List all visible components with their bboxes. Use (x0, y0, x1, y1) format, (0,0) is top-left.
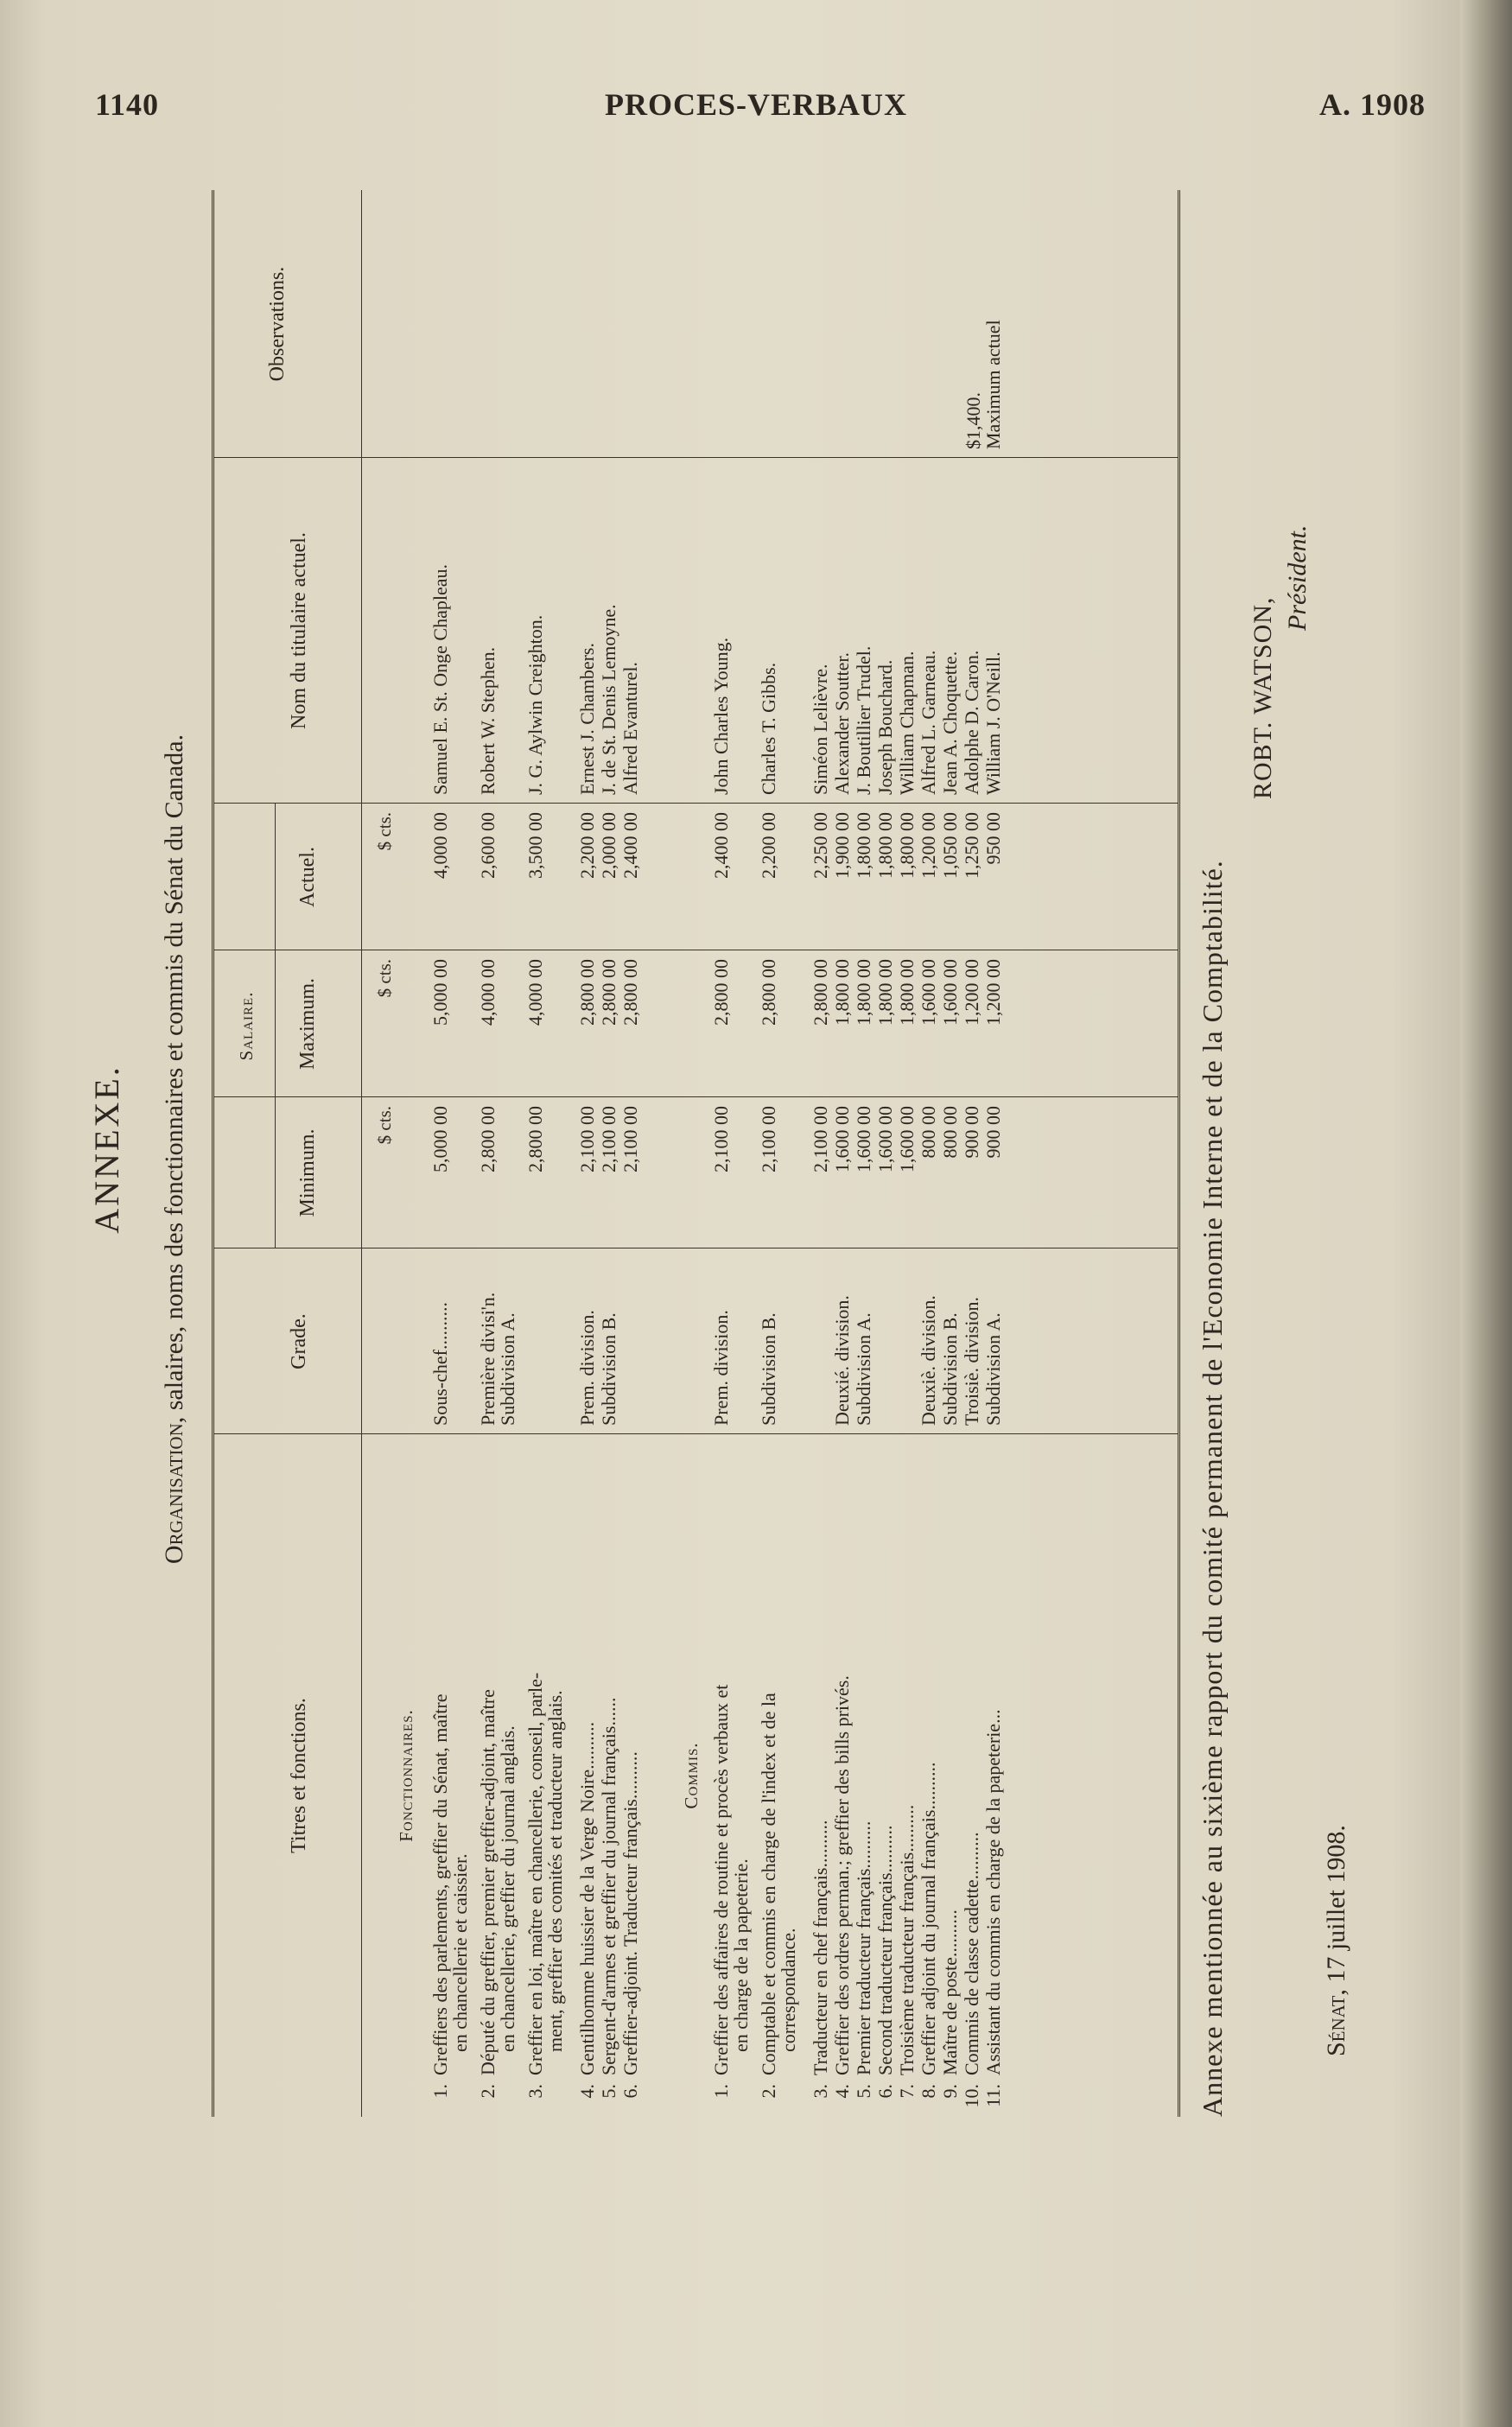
row-number: 4. (831, 2084, 853, 2099)
row-number: 3. (524, 2084, 546, 2099)
row-actuel: 3,500 00 (524, 812, 546, 879)
row-nom: Alfred L. Garneau. (918, 650, 939, 795)
row-title-cont: en chancellerie, greffier du journal anglais. (497, 1725, 518, 2052)
row-min: 1,600 00 (896, 1106, 918, 1172)
row-max: 4,000 00 (477, 959, 499, 1026)
row-title: Premier traducteur français.......... (853, 1820, 874, 2075)
col-grade-heading: Grade. (288, 1313, 310, 1369)
row-min: 2,800 00 (477, 1106, 499, 1172)
row-min: 900 00 (961, 1106, 982, 1159)
row-number: 10. (961, 2084, 982, 2108)
row-actuel: 1,800 00 (853, 812, 874, 879)
row-min: 2,100 00 (810, 1106, 831, 1172)
table-row (525, 190, 567, 2117)
row-actuel: 2,400 00 (619, 812, 641, 879)
row-nom: Ernest J. Chambers. (576, 643, 598, 795)
row-nom: Adolphe D. Caron. (961, 650, 982, 795)
row-min: 2,100 00 (598, 1106, 619, 1172)
row-max: 5,000 00 (429, 959, 451, 1026)
row-nom: Robert W. Stephen. (477, 646, 499, 795)
header-rule (361, 190, 362, 2117)
annex-note: Annexe mentionnée au sixième rapport du comité permanent de l'Economie Interne et de la Comptabilité. (1197, 860, 1228, 2117)
row-nom: Jean A. Choquette. (939, 651, 961, 795)
dateline-place: Sénat, (1322, 1989, 1350, 2056)
row-max: 2,800 00 (710, 959, 732, 1026)
section-commis: Commis. (681, 1742, 702, 1809)
row-grade: Subdivision B. (598, 1312, 619, 1426)
row-min: 800 00 (918, 1106, 939, 1159)
row-actuel: 1,250 00 (961, 812, 982, 879)
row-title-cont: en charge de la papeterie. (730, 1858, 752, 2052)
row-nom: William Chapman. (896, 651, 918, 795)
col-min-heading: Minimum. (296, 1128, 319, 1217)
dateline-date: 17 juillet 1908. (1322, 1825, 1350, 1983)
row-number: 1. (429, 2084, 451, 2099)
row-number: 9. (939, 2084, 961, 2099)
row-max: 1,200 00 (961, 959, 982, 1026)
row-grade: Deuxié. division. (831, 1295, 853, 1426)
row-min: 900 00 (982, 1106, 1004, 1159)
row-title: Commis de classe cadette.......... (961, 1832, 982, 2075)
header-rule (275, 804, 276, 1248)
caption-rest: , salaires, noms des fonctionnaires et commis du Sénat du Canada. (160, 734, 188, 1424)
row-title: Greffier en loi, maître en chancellerie, conseil, parle- (524, 1672, 546, 2075)
row-grade: Subdivision B. (758, 1312, 779, 1426)
row-number: 6. (619, 2084, 641, 2099)
row-actuel: 2,200 00 (576, 812, 598, 879)
row-title: Troisième traducteur français.......... (896, 1804, 918, 2075)
signature-name: ROBT. WATSON, (1248, 596, 1277, 799)
row-nom: Alexander Soutter. (831, 652, 853, 795)
row-actuel: 2,200 00 (758, 812, 779, 879)
row-observation-cont: $1,400. (962, 392, 984, 449)
row-max: 1,800 00 (874, 959, 896, 1026)
row-min: 1,600 00 (874, 1106, 896, 1172)
row-min: 2,800 00 (524, 1106, 546, 1172)
units-min: $ cts. (374, 1106, 395, 1145)
table-caption (160, 181, 189, 2117)
row-min: 2,100 00 (710, 1106, 732, 1172)
row-title: Greffier des ordres perman.; greffier des bills privés. (831, 1675, 853, 2075)
section-fonctionnaires: Fonctionnaires. (396, 1709, 416, 1842)
col-max-heading: Maximum. (296, 978, 319, 1070)
page-header-title: PROCES-VERBAUX (604, 87, 908, 122)
book-spine (1460, 0, 1512, 2427)
row-min: 2,100 00 (619, 1106, 641, 1172)
row-actuel: 2,000 00 (598, 812, 619, 879)
units-max: $ cts. (374, 959, 395, 998)
row-max: 2,800 00 (576, 959, 598, 1026)
row-title: Greffier des affaires de routine et procès verbaux et (710, 1684, 732, 2075)
col-actuel-heading: Actuel. (296, 847, 319, 907)
row-actuel: 2,600 00 (477, 812, 499, 879)
row-number: 3. (810, 2084, 831, 2099)
col-rule (214, 457, 1178, 458)
row-title-cont: en chancellerie et caissier. (449, 1853, 471, 2052)
row-min: 2,100 00 (576, 1106, 598, 1172)
row-title-cont: correspondance. (778, 1928, 799, 2052)
row-grade: Deuxiè. division. (918, 1295, 939, 1426)
row-grade: Subdivision A. (853, 1312, 874, 1426)
row-number: 5. (598, 2084, 619, 2099)
col-rule (214, 1096, 1178, 1097)
row-number: 2. (758, 2084, 779, 2099)
table-row (478, 190, 519, 2117)
row-number: 7. (896, 2084, 918, 2099)
row-grade: Prem. division. (710, 1310, 732, 1426)
row-min: 1,600 00 (853, 1106, 874, 1172)
row-actuel: 2,400 00 (710, 812, 732, 879)
signature-role: Président. (1283, 524, 1312, 631)
row-actuel: 1,800 00 (896, 812, 918, 879)
row-title: Député du greffier, premier greffier-adjoint, maître (477, 1689, 499, 2075)
rotated-annex (87, 181, 1391, 2117)
row-title: Maître de poste.......... (939, 1909, 961, 2075)
row-min: 5,000 00 (429, 1106, 451, 1172)
units-actuel: $ cts. (374, 812, 395, 851)
page-header-year: A. 1908 (1319, 87, 1426, 122)
row-title: Greffiers des parlements, greffier du Sénat, maître (429, 1693, 451, 2075)
row-max: 1,600 00 (918, 959, 939, 1026)
row-title: Assistant du commis en charge de la papeterie... (982, 1709, 1004, 2075)
salary-table (212, 190, 1180, 2117)
row-grade: Prem. division. (576, 1310, 598, 1426)
row-number: 6. (874, 2084, 896, 2099)
row-title: Traducteur en chef français.......... (810, 1820, 831, 2075)
row-grade-sub: Subdivision A. (497, 1312, 518, 1426)
row-max: 1,200 00 (982, 959, 1004, 1026)
annexe-title: ANNEXE. (87, 1064, 126, 1234)
col-titles-heading: Titres et fonctions. (288, 1698, 310, 1853)
row-number: 4. (576, 2084, 598, 2099)
col-rule (214, 803, 1178, 804)
row-number: 8. (918, 2084, 939, 2099)
col-salaire-heading: Salaire. (236, 991, 257, 1061)
caption-lead: Organisation (160, 1423, 188, 1565)
row-actuel: 1,200 00 (918, 812, 939, 879)
row-title-cont: ment, greffier des comités et traducteur anglais. (544, 1690, 566, 2052)
row-nom: Alfred Evanturel. (619, 662, 641, 795)
row-max: 2,800 00 (758, 959, 779, 1026)
row-max: 1,800 00 (896, 959, 918, 1026)
row-actuel: 1,050 00 (939, 812, 961, 879)
row-nom: J. G. Aylwin Creighton. (524, 614, 546, 795)
row-actuel: 950 00 (982, 812, 1004, 865)
row-max: 2,800 00 (810, 959, 831, 1026)
row-title: Sergent-d'armes et greffier du journal français...... (598, 1697, 619, 2075)
row-min: 2,100 00 (758, 1106, 779, 1172)
page-number: 1140 (95, 87, 160, 122)
table-row (711, 190, 753, 2117)
row-observation: Maximum actuel (982, 320, 1004, 449)
row-max: 4,000 00 (524, 959, 546, 1026)
dateline (1322, 1825, 1351, 2056)
row-number: 11. (982, 2084, 1004, 2107)
row-grade: Subdivision B. (939, 1312, 961, 1426)
row-title: Greffier-adjoint. Traducteur français.......... (619, 1751, 641, 2075)
row-nom: Charles T. Gibbs. (758, 662, 779, 795)
row-nom: Joseph Bouchard. (874, 659, 896, 795)
row-max: 2,800 00 (598, 959, 619, 1026)
row-max: 1,800 00 (853, 959, 874, 1026)
row-max: 1,600 00 (939, 959, 961, 1026)
row-nom: William J. O'Neill. (982, 651, 1004, 795)
row-number: 1. (710, 2084, 732, 2099)
row-grade: Première divisi'n. (477, 1292, 499, 1426)
table-row (759, 190, 800, 2117)
row-nom: J. de St. Denis Lemoyne. (598, 604, 619, 795)
row-min: 800 00 (939, 1106, 961, 1159)
row-actuel: 1,900 00 (831, 812, 853, 879)
col-nom-heading: Nom du titulaire actuel. (288, 532, 310, 729)
row-nom: Samuel E. St. Onge Chapleau. (429, 563, 451, 795)
row-grade: Troisiè. division. (961, 1297, 982, 1426)
row-title: Gentilhomme huissier de la Verge Noire.......... (576, 1721, 598, 2075)
row-max: 2,800 00 (619, 959, 641, 1026)
row-actuel: 1,800 00 (874, 812, 896, 879)
row-title: Greffier adjoint du journal français.......... (918, 1762, 939, 2075)
row-nom: John Charles Young. (710, 637, 732, 795)
table-row (620, 190, 662, 2117)
row-actuel: 2,250 00 (810, 812, 831, 879)
row-grade: Sous-chef.......... (429, 1302, 451, 1426)
row-nom: Siméon Lelièvre. (810, 664, 831, 795)
row-title: Comptable et commis en charge de l'index et de la (758, 1693, 779, 2075)
row-number: 2. (477, 2084, 499, 2099)
row-min: 1,600 00 (831, 1106, 853, 1172)
row-number: 5. (853, 2084, 874, 2099)
row-nom: J. Boutillier Trudel. (853, 645, 874, 795)
row-actuel: 4,000 00 (429, 812, 451, 879)
row-max: 1,800 00 (831, 959, 853, 1026)
row-title: Second traducteur français.......... (874, 1825, 896, 2075)
table-row (430, 190, 472, 2117)
col-obs-heading: Observations. (266, 266, 289, 382)
row-grade: Subdivision A. (982, 1312, 1004, 1426)
